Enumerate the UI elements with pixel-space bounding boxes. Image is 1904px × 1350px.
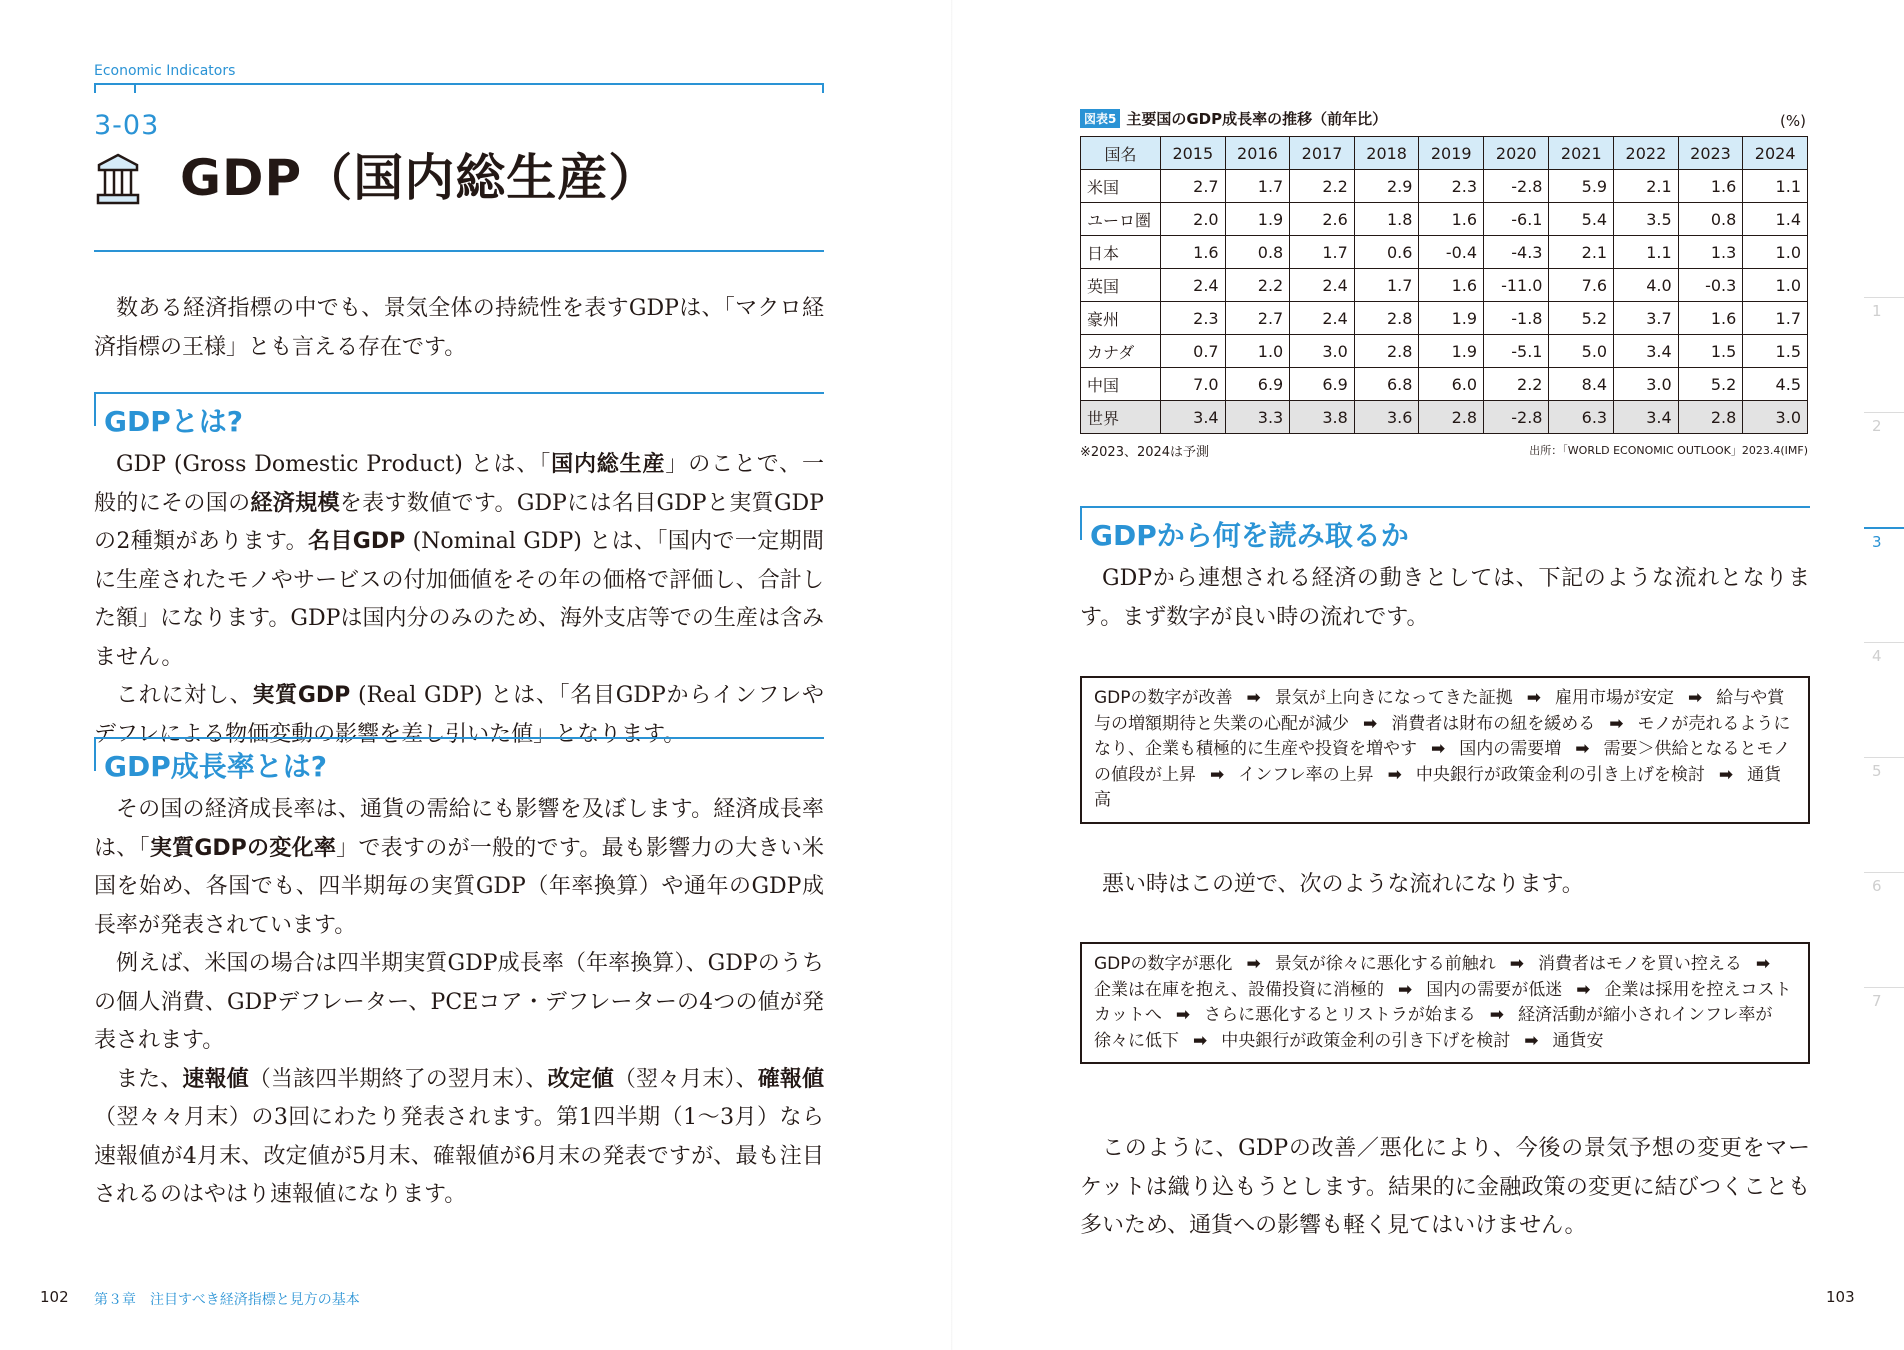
bold-term: 確報値 bbox=[757, 1066, 824, 1092]
text: (Nominal GDP) とは、「国内で一定期間に生産されたモノやサービスの付加価値をその年の価格で評価し、合計した額」になります。GDPは国内分のみのため、海外支店等での生産は含みません。 bbox=[94, 529, 824, 670]
value-cell: 2.8 bbox=[1419, 401, 1484, 434]
value-cell: 6.0 bbox=[1419, 368, 1484, 401]
value-cell: 7.0 bbox=[1161, 368, 1226, 401]
value-cell: 0.8 bbox=[1678, 203, 1743, 236]
country-cell: 英国 bbox=[1081, 269, 1161, 302]
right-arrow-icon: ➡ bbox=[1363, 713, 1378, 734]
value-cell: 7.6 bbox=[1549, 269, 1614, 302]
right-arrow-icon: ➡ bbox=[1524, 1030, 1539, 1051]
figure-caption bbox=[1080, 108, 1387, 129]
value-cell: 1.0 bbox=[1743, 236, 1808, 269]
value-cell: -2.8 bbox=[1484, 401, 1549, 434]
section-label: Economic Indicators bbox=[94, 63, 236, 79]
value-cell: 1.0 bbox=[1743, 269, 1808, 302]
value-cell: 1.6 bbox=[1161, 236, 1226, 269]
value-cell: 2.8 bbox=[1354, 335, 1419, 368]
column-header-year: 2018 bbox=[1354, 137, 1419, 170]
value-cell: 3.0 bbox=[1614, 368, 1679, 401]
right-arrow-icon: ➡ bbox=[1193, 1030, 1208, 1051]
value-cell: 3.0 bbox=[1290, 335, 1355, 368]
thumb-index-tab-3: 3 bbox=[1864, 527, 1904, 551]
column-header-country: 国名 bbox=[1081, 137, 1161, 170]
value-cell: 3.6 bbox=[1354, 401, 1419, 434]
value-cell: 3.3 bbox=[1225, 401, 1290, 434]
value-cell: -0.4 bbox=[1419, 236, 1484, 269]
country-cell: 中国 bbox=[1081, 368, 1161, 401]
value-cell: 1.7 bbox=[1225, 170, 1290, 203]
value-cell: 3.5 bbox=[1614, 203, 1679, 236]
flow-step: 景気が徐々に悪化する前触れ bbox=[1274, 954, 1496, 974]
country-cell: 世界 bbox=[1081, 401, 1161, 434]
flow-step: GDPの数字が悪化 bbox=[1094, 954, 1233, 974]
column-header-year: 2023 bbox=[1678, 137, 1743, 170]
value-cell: 1.9 bbox=[1419, 302, 1484, 335]
text: を表す数値です。GDPには名目GDPと実質GDPの2種類があります。 bbox=[94, 490, 824, 554]
value-cell: -1.8 bbox=[1484, 302, 1549, 335]
value-cell: 1.6 bbox=[1419, 203, 1484, 236]
flow-step: 消費者は財布の紐を緩める bbox=[1391, 713, 1596, 734]
value-cell: 2.2 bbox=[1290, 170, 1355, 203]
value-cell: 1.5 bbox=[1678, 335, 1743, 368]
text: （翌々々月末）の3回にわたり発表されます。第1四半期（1〜3月）なら速報値が4月末、改定値が5月末、確報値が6月末の発表ですが、最も注目されるのはやはり速報値になります。 bbox=[94, 1105, 824, 1207]
value-cell: 2.2 bbox=[1225, 269, 1290, 302]
right-arrow-icon: ➡ bbox=[1609, 713, 1624, 734]
subheading-text: GDP成長率とは? bbox=[104, 750, 327, 783]
right-arrow-icon: ➡ bbox=[1489, 1005, 1505, 1025]
right-arrow-icon: ➡ bbox=[1575, 739, 1590, 759]
value-cell: 2.0 bbox=[1161, 203, 1226, 236]
value-cell: 5.9 bbox=[1549, 170, 1614, 203]
value-cell: 3.8 bbox=[1290, 401, 1355, 434]
value-cell: 5.4 bbox=[1549, 203, 1614, 236]
right-arrow-icon: ➡ bbox=[1509, 954, 1525, 974]
right-arrow-icon: ➡ bbox=[1755, 954, 1771, 974]
value-cell: 2.6 bbox=[1290, 203, 1355, 236]
flow-step: 通貨高 bbox=[1094, 764, 1782, 810]
value-cell: 2.4 bbox=[1290, 269, 1355, 302]
subheading-text: GDPから何を読み取るか bbox=[1090, 519, 1409, 552]
text: (Real GDP) とは、「名目GDPからインフレやデフレによる物価変動の影響を差し引いた値」となります。 bbox=[94, 683, 824, 747]
chapter-number: 3-03 bbox=[94, 110, 160, 141]
flow-step: 給与や賞与の増額期待と失業の心配が減少 bbox=[1094, 688, 1785, 734]
value-cell: 1.7 bbox=[1290, 236, 1355, 269]
value-cell: 2.3 bbox=[1161, 302, 1226, 335]
value-cell: 2.1 bbox=[1614, 170, 1679, 203]
value-cell: -0.3 bbox=[1678, 269, 1743, 302]
column-header-year: 2019 bbox=[1419, 137, 1484, 170]
value-cell: 2.4 bbox=[1290, 302, 1355, 335]
figure-badge: 図表5 bbox=[1080, 109, 1120, 128]
country-cell: 日本 bbox=[1081, 236, 1161, 269]
header-tick bbox=[134, 83, 136, 93]
subheading-what-is-gdp bbox=[94, 392, 824, 438]
column-header-year: 2015 bbox=[1161, 137, 1226, 170]
intro-text: 数ある経済指標の中でも、景気全体の持続性を表すGDPは、「マクロ経済指標の王様」とも言える存在です。 bbox=[94, 296, 824, 360]
value-cell: 1.8 bbox=[1354, 203, 1419, 236]
right-arrow-icon: ➡ bbox=[1246, 688, 1261, 708]
value-cell: 5.0 bbox=[1549, 335, 1614, 368]
country-cell: カナダ bbox=[1081, 335, 1161, 368]
value-cell: 2.1 bbox=[1549, 236, 1614, 269]
flow-step: 景気が上向きになってきた証拠 bbox=[1274, 688, 1513, 708]
flow-step: 中央銀行が政策金利の引き下げを検討 bbox=[1221, 1030, 1511, 1051]
value-cell: -5.1 bbox=[1484, 335, 1549, 368]
value-cell: 2.9 bbox=[1354, 170, 1419, 203]
value-cell: 2.8 bbox=[1354, 302, 1419, 335]
flow-step: 企業は在庫を抱え、設備投資に消極的 bbox=[1094, 979, 1385, 1000]
value-cell: 4.5 bbox=[1743, 368, 1808, 401]
value-cell: 2.2 bbox=[1484, 368, 1549, 401]
flow-step: さらに悪化するとリストラが始まる bbox=[1204, 1005, 1476, 1025]
value-cell: -11.0 bbox=[1484, 269, 1549, 302]
value-cell: 6.8 bbox=[1354, 368, 1419, 401]
flow-step: 通貨安 bbox=[1552, 1030, 1604, 1051]
subheading-gdp-growth-rate bbox=[94, 737, 824, 783]
value-cell: 1.6 bbox=[1678, 302, 1743, 335]
thumb-index-tab-2: 2 bbox=[1864, 412, 1904, 435]
right-arrow-icon: ➡ bbox=[1431, 739, 1446, 759]
thumb-index-tab-1: 1 bbox=[1864, 297, 1904, 320]
right-arrow-icon: ➡ bbox=[1387, 764, 1402, 785]
value-cell: 5.2 bbox=[1549, 302, 1614, 335]
flow-step: 雇用市場が安定 bbox=[1555, 688, 1675, 708]
flow-step: インフレ率の上昇 bbox=[1238, 764, 1374, 785]
subheading-text: GDPとは? bbox=[104, 405, 243, 438]
thumb-index-tab-6: 6 bbox=[1864, 872, 1904, 895]
value-cell: 3.0 bbox=[1743, 401, 1808, 434]
right-arrow-icon: ➡ bbox=[1210, 764, 1225, 785]
text: また、 bbox=[116, 1066, 183, 1092]
value-cell: 1.1 bbox=[1614, 236, 1679, 269]
flow-step: モノが売れるようになり、企業も積極的に生産や投資を増やす bbox=[1094, 713, 1791, 759]
value-cell: 8.4 bbox=[1549, 368, 1614, 401]
value-cell: 1.3 bbox=[1678, 236, 1743, 269]
value-cell: 1.0 bbox=[1225, 335, 1290, 368]
section1-paragraph-1 bbox=[94, 446, 824, 677]
value-cell: -6.1 bbox=[1484, 203, 1549, 236]
value-cell: 5.2 bbox=[1678, 368, 1743, 401]
section2-paragraph-3 bbox=[94, 1061, 824, 1215]
value-cell: 1.6 bbox=[1419, 269, 1484, 302]
value-cell: 1.1 bbox=[1743, 170, 1808, 203]
forecast-note: ※2023、2024は予測 bbox=[1080, 445, 1210, 460]
flow-step: 中央銀行が政策金利の引き上げを検討 bbox=[1415, 764, 1705, 785]
footer-chapter-title: 第３章 注目すべき経済指標と見方の基本 bbox=[94, 1292, 360, 1308]
value-cell: 2.8 bbox=[1678, 401, 1743, 434]
flow-step: 国内の需要が低迷 bbox=[1426, 979, 1563, 1000]
text: これに対し、 bbox=[116, 683, 253, 708]
unit-label: (%) bbox=[1780, 112, 1806, 130]
column-header-year: 2022 bbox=[1614, 137, 1679, 170]
value-cell: 3.7 bbox=[1614, 302, 1679, 335]
bold-term: 名目GDP bbox=[308, 529, 406, 554]
text: GDP (Gross Domestic Product) とは、「 bbox=[116, 452, 552, 477]
value-cell: 3.4 bbox=[1614, 401, 1679, 434]
text: その国の経済成長率は、通貨の需給にも影響を及ぼします。経済成長率は、「 bbox=[94, 797, 824, 861]
header-rule bbox=[94, 83, 824, 93]
bold-term: 実質GDPの変化率 bbox=[149, 835, 337, 861]
value-cell: 0.6 bbox=[1354, 236, 1419, 269]
text: 」で表すのが一般的です。最も影響力の大きい米国を始め、各国でも、四半期毎の実質GDP（年率換算）や通年のGDP成長率が発表されています。 bbox=[94, 835, 824, 938]
right-arrow-icon: ➡ bbox=[1526, 688, 1542, 708]
figure-title: 主要国のGDP成長率の推移（前年比） bbox=[1126, 110, 1388, 128]
flow-step: 需要＞供給となるとモノの値段が上昇 bbox=[1094, 739, 1791, 785]
thumb-index-tab-7: 7 bbox=[1864, 987, 1904, 1010]
flow-step: 企業は採用を控えコストカットへ bbox=[1094, 979, 1792, 1025]
section3-paragraph-2: 悪い時はこの逆で、次のような流れになります。 bbox=[1102, 872, 1584, 897]
value-cell: -2.8 bbox=[1484, 170, 1549, 203]
source-citation: 出所：「WORLD ECONOMIC OUTLOOK」2023.4(IMF) bbox=[1529, 444, 1808, 457]
text: 」のことで、一般的にその国の bbox=[94, 452, 824, 516]
value-cell: 6.3 bbox=[1549, 401, 1614, 434]
flow-step: 国内の需要増 bbox=[1459, 739, 1562, 759]
page-title: GDP（国内総生産） bbox=[180, 149, 660, 207]
value-cell: 1.4 bbox=[1743, 203, 1808, 236]
country-cell: 米国 bbox=[1081, 170, 1161, 203]
value-cell: 3.4 bbox=[1614, 335, 1679, 368]
section1-body bbox=[94, 446, 824, 754]
text: （当該四半期終了の翌月末）、 bbox=[248, 1066, 548, 1092]
value-cell: 0.7 bbox=[1161, 335, 1226, 368]
bold-term: 改定値 bbox=[547, 1066, 614, 1092]
right-arrow-icon: ➡ bbox=[1688, 688, 1703, 708]
right-arrow-icon: ➡ bbox=[1718, 764, 1734, 785]
chapter-thumb-index bbox=[1864, 0, 1904, 1350]
right-arrow-icon: ➡ bbox=[1398, 979, 1413, 1000]
column-header-year: 2024 bbox=[1743, 137, 1808, 170]
value-cell: 1.9 bbox=[1419, 335, 1484, 368]
value-cell: -4.3 bbox=[1484, 236, 1549, 269]
value-cell: 4.0 bbox=[1614, 269, 1679, 302]
value-cell: 1.5 bbox=[1743, 335, 1808, 368]
value-cell: 2.7 bbox=[1161, 170, 1226, 203]
flow-step: 消費者はモノを買い控える bbox=[1538, 954, 1742, 974]
bold-term: 経済規模 bbox=[250, 490, 340, 516]
right-arrow-icon: ➡ bbox=[1246, 954, 1261, 974]
intro-paragraph bbox=[94, 290, 824, 367]
flow-step: 経済活動が縮小されインフレ率が徐々に低下 bbox=[1094, 1005, 1773, 1051]
flow-step: GDPの数字が改善 bbox=[1094, 688, 1233, 708]
bank-building-icon bbox=[96, 152, 140, 206]
country-cell: 豪州 bbox=[1081, 302, 1161, 335]
right-arrow-icon: ➡ bbox=[1175, 1005, 1191, 1025]
right-arrow-icon: ➡ bbox=[1576, 979, 1591, 1000]
country-cell: ユーロ圏 bbox=[1081, 203, 1161, 236]
value-cell: 1.7 bbox=[1354, 269, 1419, 302]
bold-term: 国内総生産 bbox=[551, 452, 666, 477]
section2-body bbox=[94, 791, 824, 1215]
thumb-index-tab-4: 4 bbox=[1864, 642, 1904, 665]
column-header-year: 2021 bbox=[1549, 137, 1614, 170]
right-page bbox=[952, 0, 1904, 1350]
column-header-year: 2017 bbox=[1290, 137, 1355, 170]
value-cell: 1.9 bbox=[1225, 203, 1290, 236]
bold-term: 速報値 bbox=[182, 1066, 249, 1092]
page-number-left: 102 bbox=[40, 1288, 69, 1306]
value-cell: 2.3 bbox=[1419, 170, 1484, 203]
section3-paragraph-3: このように、GDPの改善／悪化により、今後の景気予想の変更をマーケットは織り込もうとします。結果的に金融政策の変更に結びつくことも多いため、通貨への影響も軽く見てはいけません。 bbox=[1080, 1136, 1810, 1238]
section2-paragraph-2: 例えば、米国の場合は四半期実質GDP成長率（年率換算）、GDPのうちの個人消費、GDPデフレーター、PCEコア・デフレーターの4つの値が発表されます。 bbox=[94, 951, 824, 1053]
value-cell: 6.9 bbox=[1290, 368, 1355, 401]
column-header-year: 2016 bbox=[1225, 137, 1290, 170]
value-cell: 2.7 bbox=[1225, 302, 1290, 335]
value-cell: 1.6 bbox=[1678, 170, 1743, 203]
text: （翌々月末）、 bbox=[613, 1066, 758, 1092]
section3-paragraph-1: GDPから連想される経済の動きとしては、下記のような流れとなります。まず数字が良い時の流れです。 bbox=[1080, 566, 1810, 630]
value-cell: 1.7 bbox=[1743, 302, 1808, 335]
page-number-right: 103 bbox=[1826, 1288, 1855, 1306]
value-cell: 3.4 bbox=[1161, 401, 1226, 434]
thumb-index-tab-5: 5 bbox=[1864, 757, 1904, 780]
title-rule bbox=[94, 250, 824, 252]
value-cell: 6.9 bbox=[1225, 368, 1290, 401]
bold-term: 実質GDP bbox=[252, 683, 351, 708]
value-cell: 2.4 bbox=[1161, 269, 1226, 302]
column-header-year: 2020 bbox=[1484, 137, 1549, 170]
value-cell: 0.8 bbox=[1225, 236, 1290, 269]
section2-paragraph-1 bbox=[94, 791, 824, 945]
